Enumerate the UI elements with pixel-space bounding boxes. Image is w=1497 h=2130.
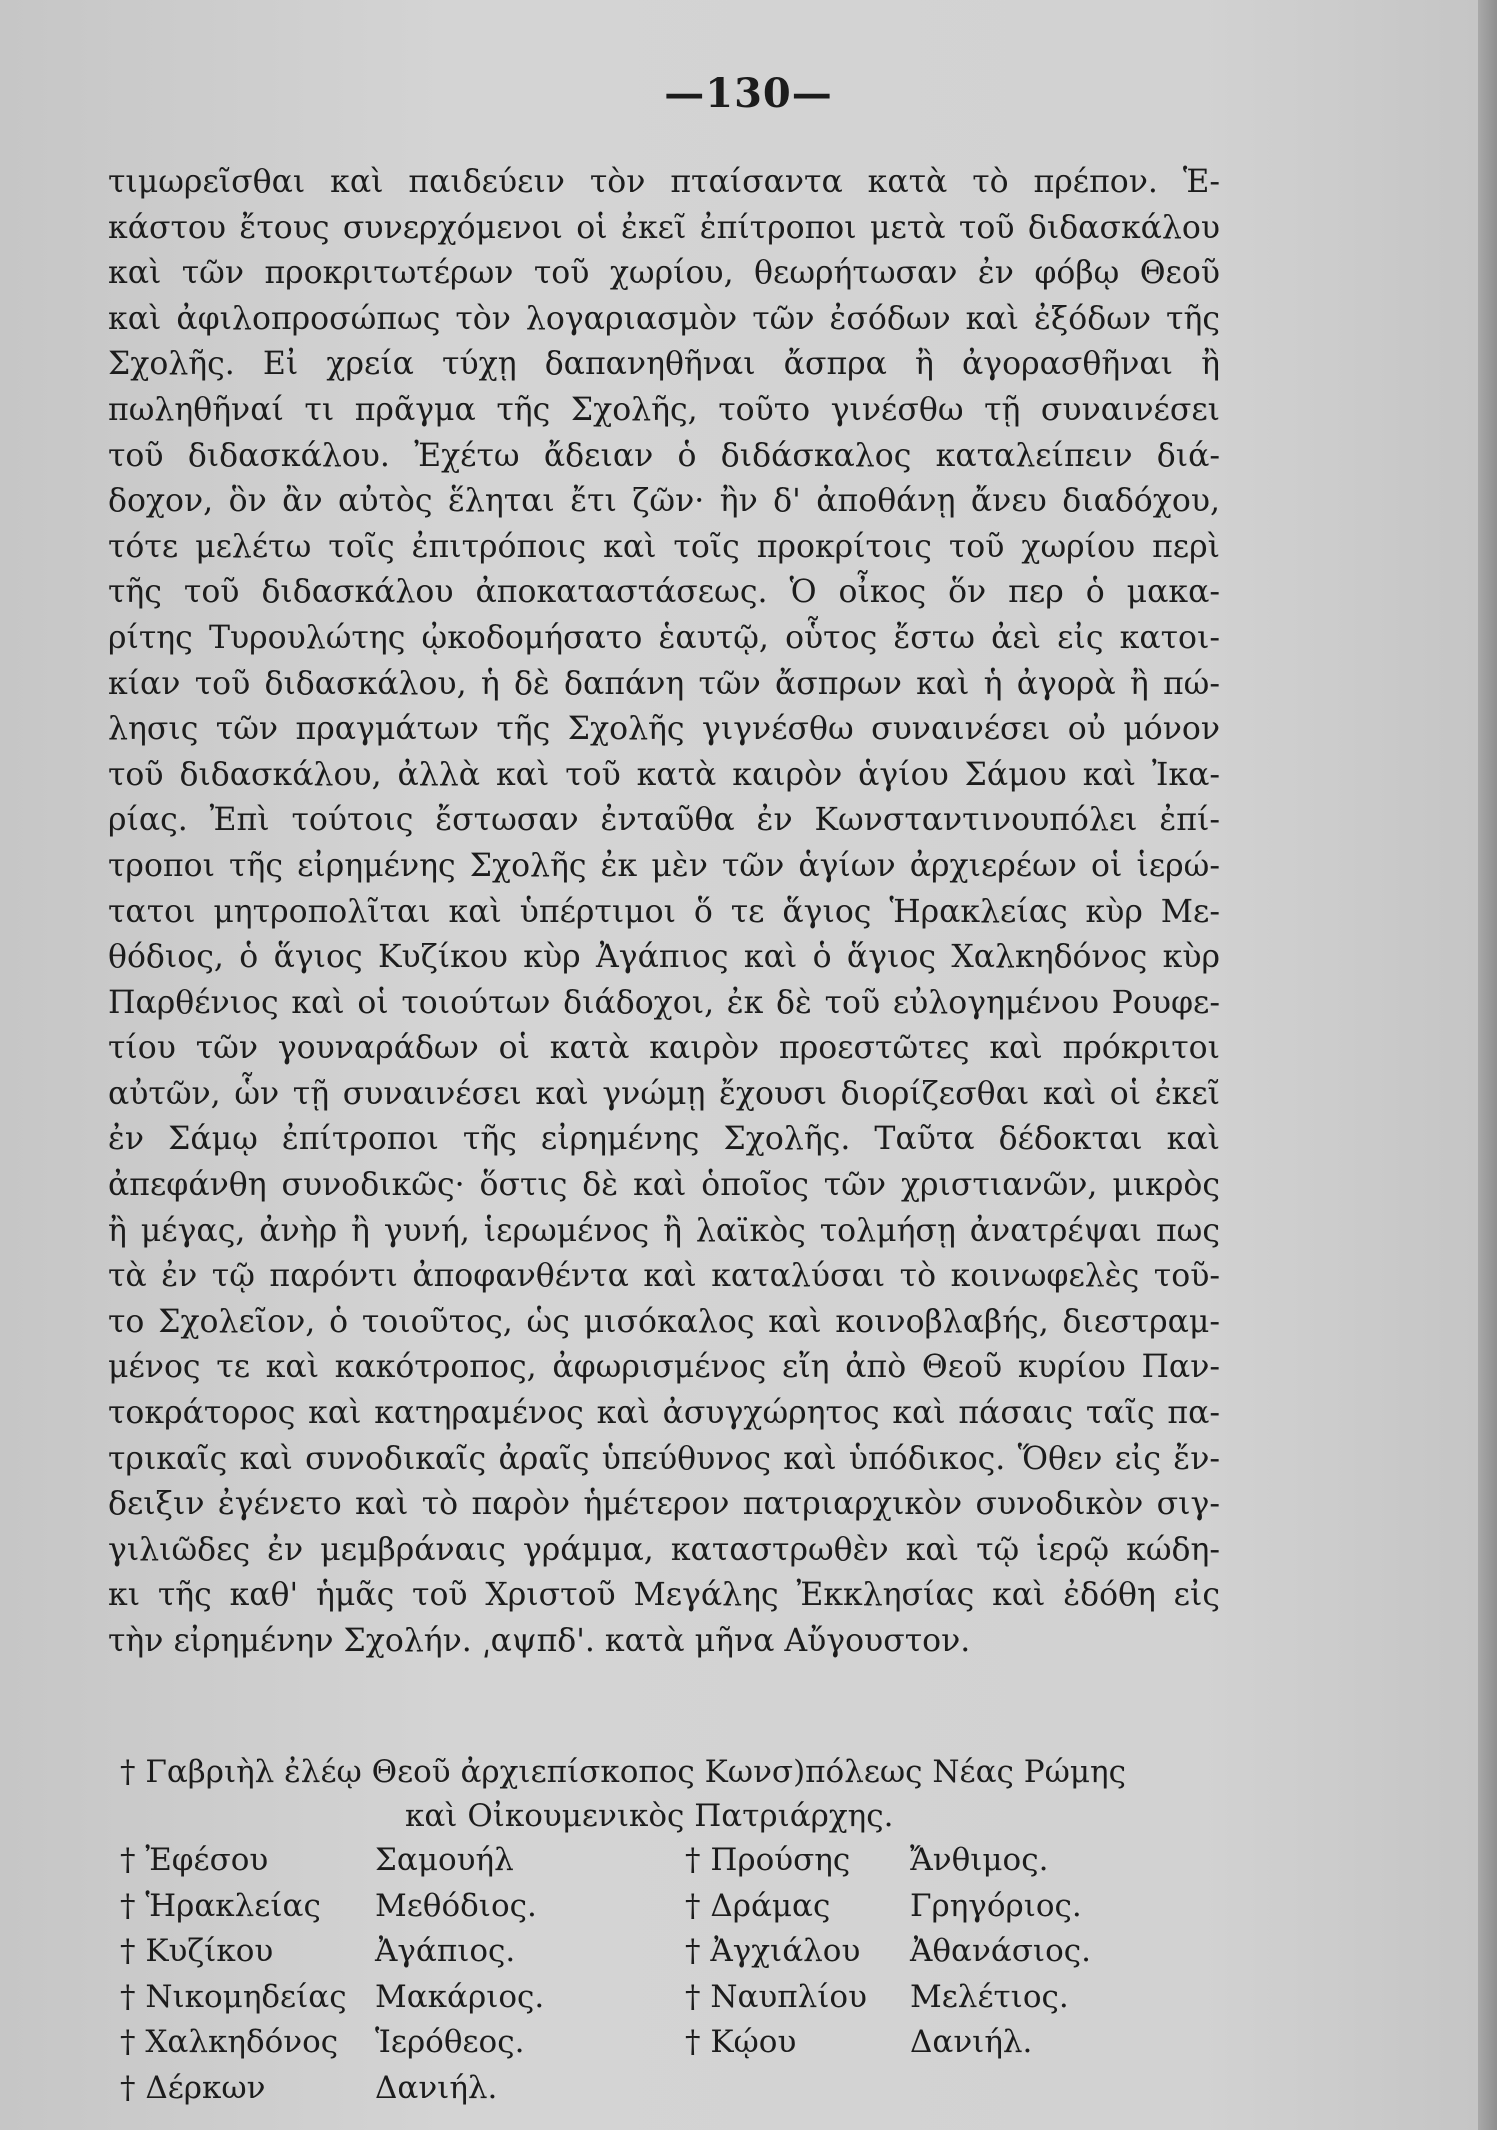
text-line: δοχον, ὃν ἂν αὐτὸς ἕληται ἔτι ζῶν· ἢν δ' ἀποθάνῃ ἄνευ διαδόχου, (108, 483, 1220, 520)
signature-name (910, 2066, 1160, 2112)
signature-name: Δανιήλ. (375, 2069, 498, 2106)
text-line: καὶ τῶν προκριτωτέρων τοῦ χωρίου, θεωρήτωσαν ἐν φόβῳ Θεοῦ (108, 255, 1220, 292)
text-line: τότε μελέτω τοῖς ἐπιτρόποις καὶ τοῖς προκρίτοις τοῦ χωρίου περὶ (108, 528, 1220, 565)
signature-name: Δανιήλ. (910, 2024, 1033, 2060)
text-line: μένος τε καὶ κακότροπος, ἀφωρισμένος εἴη ἀπὸ Θεοῦ κυρίου Παν- (108, 1349, 1220, 1386)
text-line: τατοι μητροπολῖται καὶ ὑπέρτιμοι ὅ τε ἅγιος Ἡρακλείας κὺρ Με- (108, 893, 1220, 930)
signature-see: † Ἐφέσου (120, 1842, 269, 1878)
signatures-block (120, 1750, 1220, 2111)
signature-see: † Προύσης (685, 1842, 851, 1878)
text-line: καὶ ἀφιλοπροσώπως τὸν λογαριασμὸν τῶν ἐσόδων καὶ ἐξόδων τῆς (108, 300, 1220, 337)
signature-name: Ἄνθιμος. (910, 1842, 1049, 1878)
text-line: κι τῆς καθ' ἡμᾶς τοῦ Χριστοῦ Μεγάλης Ἐκκλησίας καὶ ἐδόθη εἰς (108, 1577, 1220, 1614)
signature-name: Σαμουήλ (375, 1842, 514, 1878)
text-line: τὰ ἐν τῷ παρόντι ἀποφανθέντα καὶ καταλύσαι τὸ κοινωφελὲς τοῦ- (108, 1258, 1220, 1295)
text-line: τροποι τῆς εἰρημένης Σχολῆς ἐκ μὲν τῶν ἁγίων ἀρχιερέων οἱ ἱερώ- (108, 847, 1220, 884)
signature-see: † Δράμας (685, 1887, 831, 1924)
signature-see: † Κῴου (685, 2024, 797, 2060)
text-line: τρικαῖς καὶ συνοδικαῖς ἀραῖς ὑπεύθυνος καὶ ὑπόδικος. Ὅθεν εἰς ἔν- (108, 1440, 1220, 1477)
text-line: ἀπεφάνθη συνοδικῶς· ὅστις δὲ καὶ ὁποῖος τῶν χριστιανῶν, μικρὸς (108, 1167, 1220, 1204)
text-line: τὴν εἰρημένην Σχολήν. ͵αψπδ'. κατὰ μῆνα Αὔγουστον. (108, 1623, 971, 1659)
signature-see: † Χαλκηδόνος (120, 2024, 339, 2060)
text-line: το Σχολεῖον, ὁ τοιοῦτος, ὡς μισόκαλος καὶ κοινοβλαβής, διεστραμ- (108, 1303, 1220, 1340)
text-line: ἐν Σάμῳ ἐπίτροποι τῆς εἰρημένης Σχολῆς. Ταῦτα δέδοκται καὶ (108, 1121, 1220, 1158)
text-line: θόδιος, ὁ ἅγιος Κυζίκου κὺρ Ἀγάπιος καὶ ὁ ἅγιος Χαλκηδόνος κὺρ (108, 939, 1220, 976)
text-line: κίαν τοῦ διδασκάλου, ἡ δὲ δαπάνη τῶν ἄσπρων καὶ ἡ ἀγορὰ ἢ πώ- (108, 665, 1220, 702)
text-line: τιμωρεῖσθαι καὶ παιδεύειν τὸν πταίσαντα κατὰ τὸ πρέπον. Ἑ- (108, 164, 1220, 200)
signature-see: † Νικομηδείας (120, 1978, 347, 2015)
signature-name: Μεθόδιος. (375, 1887, 537, 1924)
signature-see: † Ἡρακλείας (120, 1887, 321, 1924)
text-line: τῆς τοῦ διδασκάλου ἀποκαταστάσεως. Ὁ οἶκος ὅν περ ὁ μακα- (108, 574, 1220, 611)
text-line: τοῦ διδασκάλου. Ἐχέτω ἄδειαν ὁ διδάσκαλος καταλείπειν διά- (108, 437, 1220, 474)
text-line: ρίτης Τυρουλώτης ᾠκοδομήσατο ἑαυτῷ, οὗτος ἔστω ἀεὶ εἰς κατοι- (108, 619, 1220, 656)
signature-see: † Δέρκων (120, 2069, 266, 2106)
patriarch-signature: † Γαβριὴλ ἐλέῳ Θεοῦ ἀρχιεπίσκοπος Κωνσ)πόλεως Νέας Ρώμης (120, 1754, 1126, 1790)
signature-grid (120, 1838, 1220, 2111)
text-line: δειξιν ἐγένετο καὶ τὸ παρὸν ἡμέτερον πατριαρχικὸν συνοδικὸν σιγ- (108, 1486, 1220, 1523)
page-edge-shadow (1478, 0, 1497, 2130)
signature-name: Μακάριος. (375, 1978, 545, 2015)
text-line: τοῦ διδασκάλου, ἀλλὰ καὶ τοῦ κατὰ καιρὸν ἁγίου Σάμου καὶ Ἰκα- (108, 756, 1220, 793)
text-line: Παρθένιος καὶ οἱ τοιούτων διάδοχοι, ἐκ δὲ τοῦ εὐλογημένου Ρουφε- (108, 984, 1220, 1021)
text-line: γιλιῶδες ἐν μεμβράναις γράμμα, καταστρωθὲν καὶ τῷ ἱερῷ κώδη- (108, 1531, 1220, 1568)
text-line: κάστου ἔτους συνερχόμενοι οἱ ἐκεῖ ἐπίτροποι μετὰ τοῦ διδασκάλου (108, 209, 1220, 246)
signature-see (685, 2066, 910, 2112)
text-line: ρίας. Ἐπὶ τούτοις ἔστωσαν ἐνταῦθα ἐν Κωνσταντινουπόλει ἐπί- (108, 802, 1220, 839)
signature-see: † Ναυπλίου (685, 1978, 867, 2015)
signature-name: Ἱερόθεος. (375, 2024, 525, 2060)
signature-name: Ἀγάπιος. (375, 1933, 516, 1969)
signature-name: Μελέτιος. (910, 1978, 1069, 2015)
text-line: πωληθῆναί τι πρᾶγμα τῆς Σχολῆς, τοῦτο γινέσθω τῇ συναινέσει (108, 391, 1220, 428)
body-text (108, 160, 1220, 1665)
text-line: λησις τῶν πραγμάτων τῆς Σχολῆς γιγνέσθω συναινέσει οὐ μόνον (108, 711, 1220, 748)
signature-name: Ἀθανάσιος. (910, 1933, 1091, 1969)
page-number: —130— (664, 70, 833, 117)
patriarch-title: καὶ Οἰκουμενικὸς Πατριάρχης. (405, 1798, 894, 1834)
signature-see: † Ἀγχιάλου (685, 1933, 861, 1969)
text-line: ἢ μέγας, ἀνὴρ ἢ γυνή, ἱερωμένος ἢ λαϊκὸς τολμήσῃ ἀνατρέψαι πως (108, 1212, 1220, 1249)
text-line: τίου τῶν γουναράδων οἱ κατὰ καιρὸν προεστῶτες καὶ πρόκριτοι (108, 1030, 1220, 1067)
text-line: αὐτῶν, ὧν τῇ συναινέσει καὶ γνώμῃ ἔχουσι διορίζεσθαι καὶ οἱ ἐκεῖ (108, 1075, 1220, 1112)
signature-name: Γρηγόριος. (910, 1887, 1082, 1924)
text-line: Σχολῆς. Εἰ χρεία τύχῃ δαπανηθῆναι ἄσπρα ἢ ἀγορασθῆναι ἢ (108, 346, 1220, 383)
signature-see: † Κυζίκου (120, 1933, 274, 1969)
text-line: τοκράτορος καὶ κατηραμένος καὶ ἀσυγχώρητος καὶ πάσαις ταῖς πα- (108, 1395, 1220, 1432)
